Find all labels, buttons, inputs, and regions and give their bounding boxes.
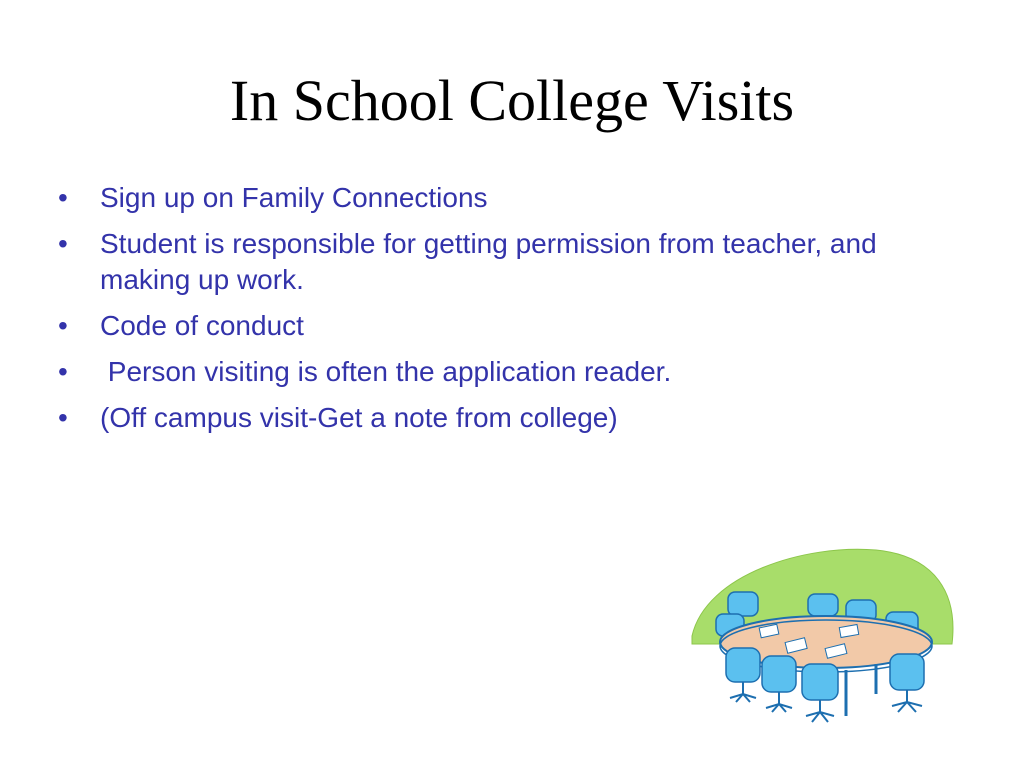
bullet-text: Student is responsible for getting permission from teacher, and making up work. — [100, 228, 885, 295]
bullet-text: (Off campus visit-Get a note from college) — [100, 402, 618, 433]
list-item — [58, 354, 918, 390]
bullet-marker: • — [58, 310, 68, 341]
bullet-marker: • — [58, 228, 68, 259]
list-item — [58, 308, 918, 344]
bullet-text: Sign up on Family Connections — [100, 182, 488, 213]
bullet-text: Person visiting is often the application reader. — [100, 356, 672, 387]
list-item — [58, 400, 918, 436]
bullet-marker: • — [58, 356, 68, 387]
bullet-marker: • — [58, 182, 68, 213]
list-item — [58, 180, 918, 216]
bullet-marker: • — [58, 402, 68, 433]
bullet-list — [58, 180, 918, 446]
bullet-text: Code of conduct — [100, 310, 304, 341]
list-item — [58, 226, 918, 298]
conference-table-icon — [686, 544, 958, 734]
slide-title: In School College Visits — [229, 68, 795, 133]
